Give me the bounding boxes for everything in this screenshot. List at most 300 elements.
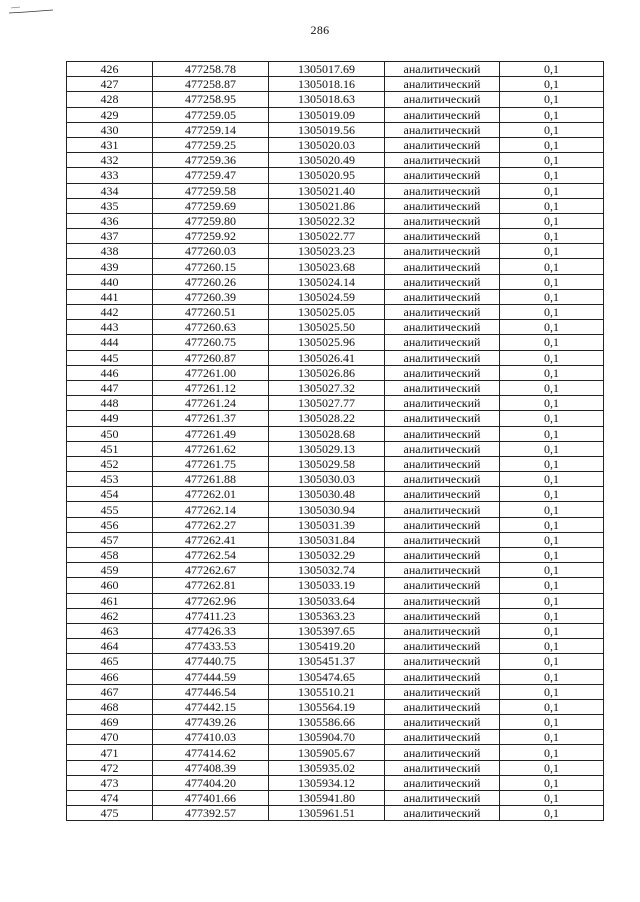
point-number-cell: 474: [67, 791, 153, 806]
point-number-cell: 431: [67, 137, 153, 152]
x-coordinate-cell: 477392.57: [153, 806, 269, 821]
x-coordinate-cell: 477259.14: [153, 122, 269, 137]
accuracy-cell: 0,1: [500, 760, 604, 775]
table-row: [67, 274, 604, 289]
y-coordinate-cell: 1305025.50: [269, 320, 385, 335]
point-number-cell: 441: [67, 289, 153, 304]
x-coordinate-cell: 477258.87: [153, 77, 269, 92]
point-number-cell: 461: [67, 593, 153, 608]
accuracy-cell: 0,1: [500, 775, 604, 790]
point-number-cell: 465: [67, 654, 153, 669]
table-row: [67, 578, 604, 593]
point-number-cell: 458: [67, 548, 153, 563]
method-cell: аналитический: [385, 259, 500, 274]
accuracy-cell: 0,1: [500, 578, 604, 593]
point-number-cell: 457: [67, 532, 153, 547]
accuracy-cell: 0,1: [500, 608, 604, 623]
point-number-cell: 440: [67, 274, 153, 289]
method-cell: аналитический: [385, 213, 500, 228]
method-cell: аналитический: [385, 699, 500, 714]
y-coordinate-cell: 1305026.41: [269, 350, 385, 365]
accuracy-cell: 0,1: [500, 137, 604, 152]
x-coordinate-cell: 477261.00: [153, 365, 269, 380]
point-number-cell: 459: [67, 563, 153, 578]
x-coordinate-cell: 477261.12: [153, 380, 269, 395]
point-number-cell: 426: [67, 62, 153, 77]
x-coordinate-cell: 477440.75: [153, 654, 269, 669]
table-row: [67, 487, 604, 502]
table-row: [67, 198, 604, 213]
y-coordinate-cell: 1305027.77: [269, 396, 385, 411]
x-coordinate-cell: 477260.63: [153, 320, 269, 335]
method-cell: аналитический: [385, 365, 500, 380]
x-coordinate-cell: 477261.75: [153, 456, 269, 471]
y-coordinate-cell: 1305564.19: [269, 699, 385, 714]
point-number-cell: 450: [67, 426, 153, 441]
point-number-cell: 442: [67, 305, 153, 320]
method-cell: аналитический: [385, 654, 500, 669]
coordinates-table: [66, 61, 604, 821]
table-row: [67, 623, 604, 638]
y-coordinate-cell: 1305020.95: [269, 168, 385, 183]
y-coordinate-cell: 1305024.14: [269, 274, 385, 289]
accuracy-cell: 0,1: [500, 654, 604, 669]
x-coordinate-cell: 477259.58: [153, 183, 269, 198]
point-number-cell: 470: [67, 730, 153, 745]
y-coordinate-cell: 1305018.16: [269, 77, 385, 92]
x-coordinate-cell: 477426.33: [153, 623, 269, 638]
method-cell: аналитический: [385, 608, 500, 623]
x-coordinate-cell: 477260.15: [153, 259, 269, 274]
point-number-cell: 454: [67, 487, 153, 502]
x-coordinate-cell: 477433.53: [153, 639, 269, 654]
x-coordinate-cell: 477260.87: [153, 350, 269, 365]
y-coordinate-cell: 1305904.70: [269, 730, 385, 745]
accuracy-cell: 0,1: [500, 213, 604, 228]
point-number-cell: 466: [67, 669, 153, 684]
x-coordinate-cell: 477444.59: [153, 669, 269, 684]
table-row: [67, 745, 604, 760]
table-row: [67, 760, 604, 775]
accuracy-cell: 0,1: [500, 563, 604, 578]
method-cell: аналитический: [385, 183, 500, 198]
table-row: [67, 107, 604, 122]
accuracy-cell: 0,1: [500, 92, 604, 107]
accuracy-cell: 0,1: [500, 669, 604, 684]
accuracy-cell: 0,1: [500, 244, 604, 259]
y-coordinate-cell: 1305025.96: [269, 335, 385, 350]
table-row: [67, 775, 604, 790]
x-coordinate-cell: 477259.69: [153, 198, 269, 213]
point-number-cell: 473: [67, 775, 153, 790]
x-coordinate-cell: 477260.75: [153, 335, 269, 350]
y-coordinate-cell: 1305029.13: [269, 441, 385, 456]
y-coordinate-cell: 1305029.58: [269, 456, 385, 471]
x-coordinate-cell: 477259.36: [153, 153, 269, 168]
method-cell: аналитический: [385, 578, 500, 593]
method-cell: аналитический: [385, 168, 500, 183]
y-coordinate-cell: 1305031.84: [269, 532, 385, 547]
method-cell: аналитический: [385, 548, 500, 563]
method-cell: аналитический: [385, 77, 500, 92]
y-coordinate-cell: 1305474.65: [269, 669, 385, 684]
accuracy-cell: 0,1: [500, 441, 604, 456]
point-number-cell: 472: [67, 760, 153, 775]
point-number-cell: 436: [67, 213, 153, 228]
y-coordinate-cell: 1305023.68: [269, 259, 385, 274]
y-coordinate-cell: 1305025.05: [269, 305, 385, 320]
table-row: [67, 699, 604, 714]
x-coordinate-cell: 477262.27: [153, 517, 269, 532]
table-row: [67, 396, 604, 411]
y-coordinate-cell: 1305941.80: [269, 791, 385, 806]
point-number-cell: 464: [67, 639, 153, 654]
method-cell: аналитический: [385, 684, 500, 699]
accuracy-cell: 0,1: [500, 365, 604, 380]
method-cell: аналитический: [385, 274, 500, 289]
point-number-cell: 471: [67, 745, 153, 760]
x-coordinate-cell: 477262.96: [153, 593, 269, 608]
method-cell: аналитический: [385, 639, 500, 654]
table-row: [67, 122, 604, 137]
point-number-cell: 468: [67, 699, 153, 714]
y-coordinate-cell: 1305510.21: [269, 684, 385, 699]
method-cell: аналитический: [385, 441, 500, 456]
point-number-cell: 460: [67, 578, 153, 593]
x-coordinate-cell: 477261.62: [153, 441, 269, 456]
accuracy-cell: 0,1: [500, 122, 604, 137]
table-row: [67, 137, 604, 152]
method-cell: аналитический: [385, 517, 500, 532]
method-cell: аналитический: [385, 380, 500, 395]
x-coordinate-cell: 477258.95: [153, 92, 269, 107]
accuracy-cell: 0,1: [500, 107, 604, 122]
x-coordinate-cell: 477260.39: [153, 289, 269, 304]
x-coordinate-cell: 477262.81: [153, 578, 269, 593]
table-row: [67, 730, 604, 745]
x-coordinate-cell: 477401.66: [153, 791, 269, 806]
method-cell: аналитический: [385, 806, 500, 821]
y-coordinate-cell: 1305905.67: [269, 745, 385, 760]
y-coordinate-cell: 1305022.77: [269, 229, 385, 244]
x-coordinate-cell: 477439.26: [153, 715, 269, 730]
accuracy-cell: 0,1: [500, 274, 604, 289]
x-coordinate-cell: 477261.37: [153, 411, 269, 426]
x-coordinate-cell: 477446.54: [153, 684, 269, 699]
table-row: [67, 608, 604, 623]
accuracy-cell: 0,1: [500, 229, 604, 244]
table-row: [67, 669, 604, 684]
x-coordinate-cell: 477404.20: [153, 775, 269, 790]
method-cell: аналитический: [385, 244, 500, 259]
y-coordinate-cell: 1305021.86: [269, 198, 385, 213]
y-coordinate-cell: 1305030.94: [269, 502, 385, 517]
accuracy-cell: 0,1: [500, 699, 604, 714]
method-cell: аналитический: [385, 92, 500, 107]
table-row: [67, 715, 604, 730]
y-coordinate-cell: 1305027.32: [269, 380, 385, 395]
x-coordinate-cell: 477262.14: [153, 502, 269, 517]
accuracy-cell: 0,1: [500, 396, 604, 411]
point-number-cell: 449: [67, 411, 153, 426]
point-number-cell: 445: [67, 350, 153, 365]
method-cell: аналитический: [385, 229, 500, 244]
table-row: [67, 183, 604, 198]
point-number-cell: 475: [67, 806, 153, 821]
method-cell: аналитический: [385, 775, 500, 790]
method-cell: аналитический: [385, 411, 500, 426]
y-coordinate-cell: 1305020.03: [269, 137, 385, 152]
page-number: 286: [310, 23, 330, 37]
table-row: [67, 153, 604, 168]
accuracy-cell: 0,1: [500, 623, 604, 638]
accuracy-cell: 0,1: [500, 791, 604, 806]
accuracy-cell: 0,1: [500, 320, 604, 335]
y-coordinate-cell: 1305032.29: [269, 548, 385, 563]
point-number-cell: 435: [67, 198, 153, 213]
point-number-cell: 429: [67, 107, 153, 122]
y-coordinate-cell: 1305935.02: [269, 760, 385, 775]
x-coordinate-cell: 477414.62: [153, 745, 269, 760]
method-cell: аналитический: [385, 502, 500, 517]
accuracy-cell: 0,1: [500, 380, 604, 395]
table-row: [67, 229, 604, 244]
accuracy-cell: 0,1: [500, 426, 604, 441]
point-number-cell: 430: [67, 122, 153, 137]
point-number-cell: 434: [67, 183, 153, 198]
accuracy-cell: 0,1: [500, 456, 604, 471]
method-cell: аналитический: [385, 153, 500, 168]
accuracy-cell: 0,1: [500, 730, 604, 745]
point-number-cell: 463: [67, 623, 153, 638]
method-cell: аналитический: [385, 396, 500, 411]
table-row: [67, 350, 604, 365]
point-number-cell: 432: [67, 153, 153, 168]
method-cell: аналитический: [385, 623, 500, 638]
table-row: [67, 92, 604, 107]
y-coordinate-cell: 1305026.86: [269, 365, 385, 380]
accuracy-cell: 0,1: [500, 517, 604, 532]
point-number-cell: 428: [67, 92, 153, 107]
method-cell: аналитический: [385, 198, 500, 213]
point-number-cell: 427: [67, 77, 153, 92]
point-number-cell: 451: [67, 441, 153, 456]
x-coordinate-cell: 477258.78: [153, 62, 269, 77]
table-row: [67, 320, 604, 335]
y-coordinate-cell: 1305934.12: [269, 775, 385, 790]
point-number-cell: 447: [67, 380, 153, 395]
point-number-cell: 456: [67, 517, 153, 532]
method-cell: аналитический: [385, 289, 500, 304]
table-row: [67, 806, 604, 821]
y-coordinate-cell: 1305023.23: [269, 244, 385, 259]
x-coordinate-cell: 477410.03: [153, 730, 269, 745]
table-row: [67, 548, 604, 563]
accuracy-cell: 0,1: [500, 77, 604, 92]
point-number-cell: 453: [67, 472, 153, 487]
point-number-cell: 467: [67, 684, 153, 699]
method-cell: аналитический: [385, 350, 500, 365]
accuracy-cell: 0,1: [500, 639, 604, 654]
method-cell: аналитический: [385, 107, 500, 122]
accuracy-cell: 0,1: [500, 289, 604, 304]
accuracy-cell: 0,1: [500, 305, 604, 320]
table-row: [67, 213, 604, 228]
method-cell: аналитический: [385, 487, 500, 502]
accuracy-cell: 0,1: [500, 745, 604, 760]
table-row: [67, 593, 604, 608]
x-coordinate-cell: 477262.67: [153, 563, 269, 578]
point-number-cell: 455: [67, 502, 153, 517]
accuracy-cell: 0,1: [500, 472, 604, 487]
accuracy-cell: 0,1: [500, 487, 604, 502]
accuracy-cell: 0,1: [500, 183, 604, 198]
method-cell: аналитический: [385, 715, 500, 730]
x-coordinate-cell: 477261.88: [153, 472, 269, 487]
table-row: [67, 502, 604, 517]
accuracy-cell: 0,1: [500, 153, 604, 168]
method-cell: аналитический: [385, 62, 500, 77]
x-coordinate-cell: 477442.15: [153, 699, 269, 714]
point-number-cell: 438: [67, 244, 153, 259]
y-coordinate-cell: 1305032.74: [269, 563, 385, 578]
x-coordinate-cell: 477259.25: [153, 137, 269, 152]
y-coordinate-cell: 1305019.56: [269, 122, 385, 137]
method-cell: аналитический: [385, 456, 500, 471]
accuracy-cell: 0,1: [500, 411, 604, 426]
table-row: [67, 532, 604, 547]
accuracy-cell: 0,1: [500, 198, 604, 213]
y-coordinate-cell: 1305419.20: [269, 639, 385, 654]
accuracy-cell: 0,1: [500, 335, 604, 350]
y-coordinate-cell: 1305030.03: [269, 472, 385, 487]
table-row: [67, 654, 604, 669]
accuracy-cell: 0,1: [500, 350, 604, 365]
point-number-cell: 437: [67, 229, 153, 244]
table-row: [67, 335, 604, 350]
y-coordinate-cell: 1305033.64: [269, 593, 385, 608]
y-coordinate-cell: 1305451.37: [269, 654, 385, 669]
method-cell: аналитический: [385, 745, 500, 760]
y-coordinate-cell: 1305021.40: [269, 183, 385, 198]
scan-corner-mark: [8, 4, 54, 16]
table-row: [67, 456, 604, 471]
accuracy-cell: 0,1: [500, 548, 604, 563]
method-cell: аналитический: [385, 563, 500, 578]
table-row: [67, 259, 604, 274]
y-coordinate-cell: 1305033.19: [269, 578, 385, 593]
accuracy-cell: 0,1: [500, 62, 604, 77]
accuracy-cell: 0,1: [500, 593, 604, 608]
x-coordinate-cell: 477262.01: [153, 487, 269, 502]
method-cell: аналитический: [385, 593, 500, 608]
table-row: [67, 168, 604, 183]
accuracy-cell: 0,1: [500, 806, 604, 821]
method-cell: аналитический: [385, 305, 500, 320]
y-coordinate-cell: 1305018.63: [269, 92, 385, 107]
x-coordinate-cell: 477408.39: [153, 760, 269, 775]
accuracy-cell: 0,1: [500, 259, 604, 274]
x-coordinate-cell: 477259.92: [153, 229, 269, 244]
y-coordinate-cell: 1305030.48: [269, 487, 385, 502]
accuracy-cell: 0,1: [500, 168, 604, 183]
method-cell: аналитический: [385, 122, 500, 137]
x-coordinate-cell: 477262.41: [153, 532, 269, 547]
table-row: [67, 426, 604, 441]
table-row: [67, 411, 604, 426]
accuracy-cell: 0,1: [500, 684, 604, 699]
table-row: [67, 380, 604, 395]
table-row: [67, 791, 604, 806]
point-number-cell: 443: [67, 320, 153, 335]
table-row: [67, 289, 604, 304]
point-number-cell: 444: [67, 335, 153, 350]
table-row: [67, 62, 604, 77]
method-cell: аналитический: [385, 791, 500, 806]
method-cell: аналитический: [385, 730, 500, 745]
method-cell: аналитический: [385, 320, 500, 335]
table-row: [67, 563, 604, 578]
method-cell: аналитический: [385, 669, 500, 684]
x-coordinate-cell: 477259.47: [153, 168, 269, 183]
x-coordinate-cell: 477259.05: [153, 107, 269, 122]
x-coordinate-cell: 477260.51: [153, 305, 269, 320]
table-row: [67, 77, 604, 92]
point-number-cell: 433: [67, 168, 153, 183]
y-coordinate-cell: 1305028.22: [269, 411, 385, 426]
y-coordinate-cell: 1305019.09: [269, 107, 385, 122]
method-cell: аналитический: [385, 426, 500, 441]
y-coordinate-cell: 1305363.23: [269, 608, 385, 623]
method-cell: аналитический: [385, 335, 500, 350]
y-coordinate-cell: 1305031.39: [269, 517, 385, 532]
y-coordinate-cell: 1305028.68: [269, 426, 385, 441]
x-coordinate-cell: 477411.23: [153, 608, 269, 623]
table-row: [67, 639, 604, 654]
method-cell: аналитический: [385, 532, 500, 547]
point-number-cell: 469: [67, 715, 153, 730]
y-coordinate-cell: 1305024.59: [269, 289, 385, 304]
coordinates-table-body: [67, 62, 604, 821]
y-coordinate-cell: 1305397.65: [269, 623, 385, 638]
y-coordinate-cell: 1305020.49: [269, 153, 385, 168]
point-number-cell: 439: [67, 259, 153, 274]
point-number-cell: 452: [67, 456, 153, 471]
accuracy-cell: 0,1: [500, 532, 604, 547]
point-number-cell: 462: [67, 608, 153, 623]
method-cell: аналитический: [385, 760, 500, 775]
method-cell: аналитический: [385, 137, 500, 152]
x-coordinate-cell: 477262.54: [153, 548, 269, 563]
y-coordinate-cell: 1305022.32: [269, 213, 385, 228]
x-coordinate-cell: 477261.49: [153, 426, 269, 441]
table-row: [67, 517, 604, 532]
table-row: [67, 365, 604, 380]
x-coordinate-cell: 477260.26: [153, 274, 269, 289]
table-row: [67, 684, 604, 699]
accuracy-cell: 0,1: [500, 715, 604, 730]
y-coordinate-cell: 1305017.69: [269, 62, 385, 77]
accuracy-cell: 0,1: [500, 502, 604, 517]
point-number-cell: 448: [67, 396, 153, 411]
table-row: [67, 472, 604, 487]
x-coordinate-cell: 477261.24: [153, 396, 269, 411]
table-row: [67, 305, 604, 320]
method-cell: аналитический: [385, 472, 500, 487]
x-coordinate-cell: 477260.03: [153, 244, 269, 259]
x-coordinate-cell: 477259.80: [153, 213, 269, 228]
y-coordinate-cell: 1305586.66: [269, 715, 385, 730]
